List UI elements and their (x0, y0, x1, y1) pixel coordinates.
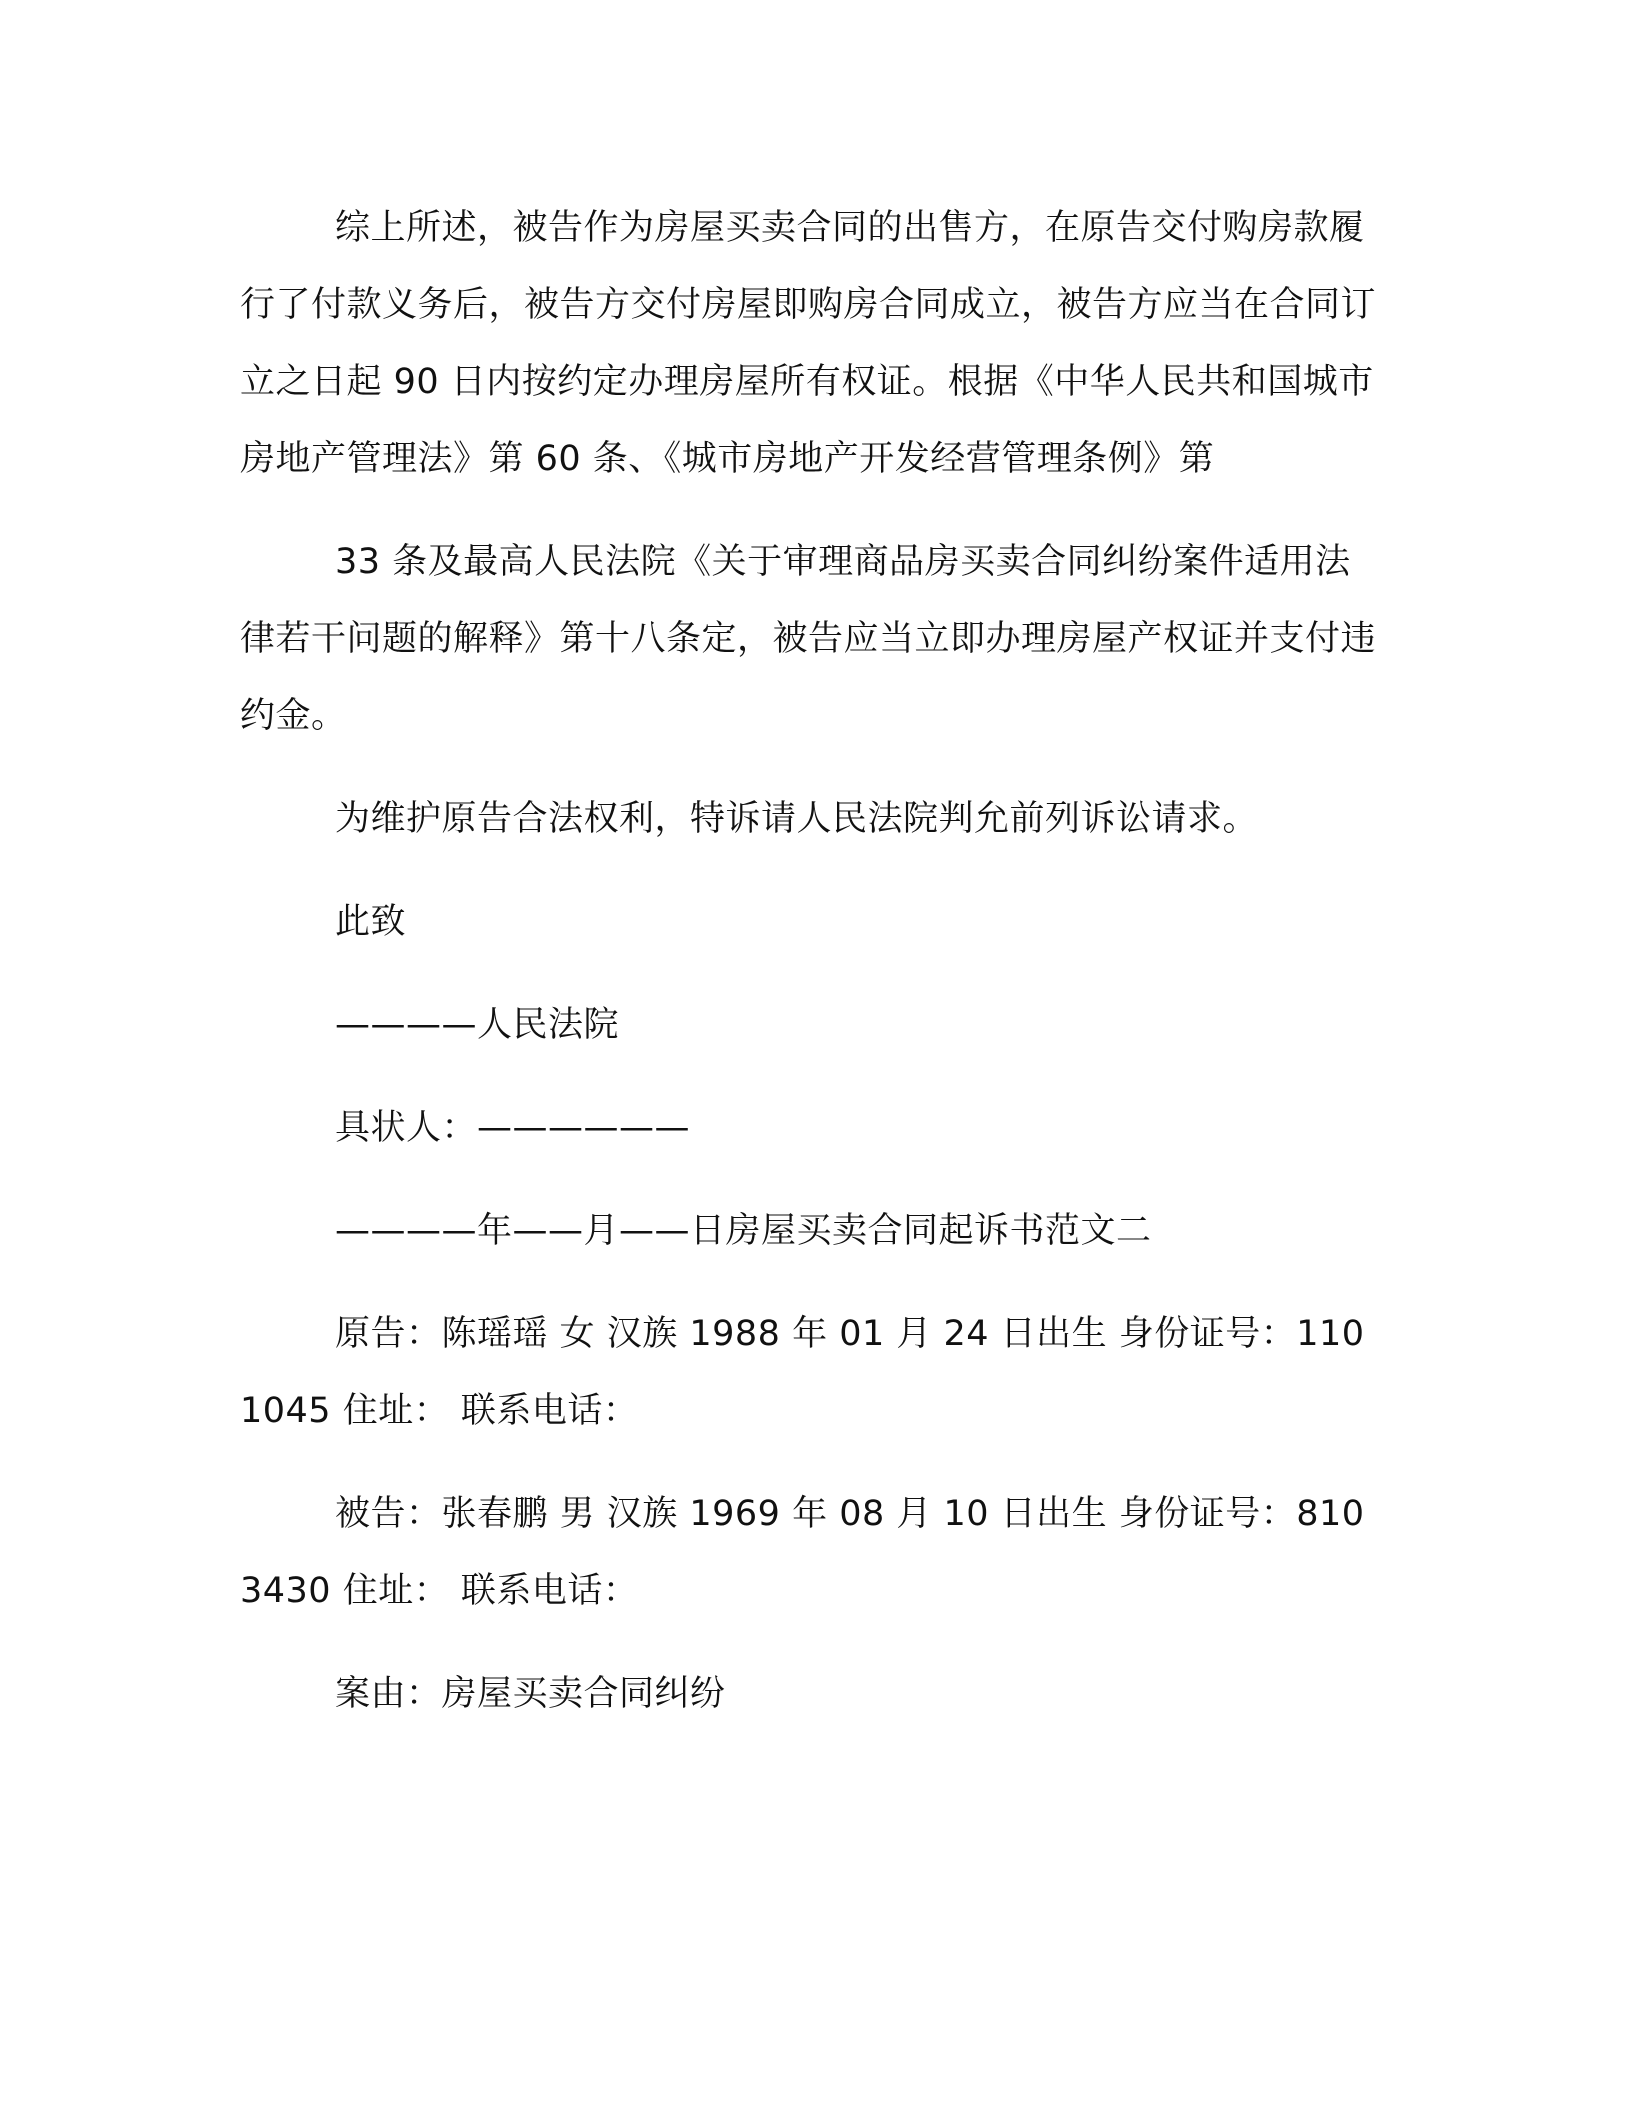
paragraph-plaintiff: 原告：陈瑶瑶 女 汉族 1988 年 01 月 24 日出生 身份证号：1101045 住址： 联系电话： (240, 1314, 1365, 1431)
paragraph-summary: 综上所述，被告作为房屋买卖合同的出售方，在原告交付购房款履行了付款义务后，被告方交付房屋即购房合同成立，被告方应当在合同订立之日起 90 日内按约定办理房屋所有权证。根据《中华人民共和国城市房地产管理法》第 60 条、《城市房地产开发经营管理条例》第 (240, 208, 1377, 479)
paragraph-cause-of-action: 案由：房屋买卖合同纠纷 (335, 1674, 726, 1714)
paragraph-salutation: 此致 (335, 902, 407, 942)
paragraph-request: 为维护原告合法权利，特诉请人民法院判允前列诉讼请求。 (335, 799, 1259, 839)
paragraph-petitioner: 具状人：—————— (335, 1108, 691, 1148)
paragraph-legal-basis: 33 条及最高人民法院《关于审理商品房买卖合同纠纷案件适用法律若干问题的解释》第十八条定，被告应当立即办理房屋产权证并支付违约金。 (240, 542, 1377, 736)
document-body (240, 190, 1380, 1733)
paragraph-defendant: 被告：张春鹏 男 汉族 1969 年 08 月 10 日出生 身份证号：8103430 住址： 联系电话： (240, 1494, 1365, 1611)
paragraph-court: ————人民法院 (335, 1005, 620, 1045)
paragraph-date-and-title: ————年——月——日房屋买卖合同起诉书范文二 (335, 1211, 1152, 1251)
